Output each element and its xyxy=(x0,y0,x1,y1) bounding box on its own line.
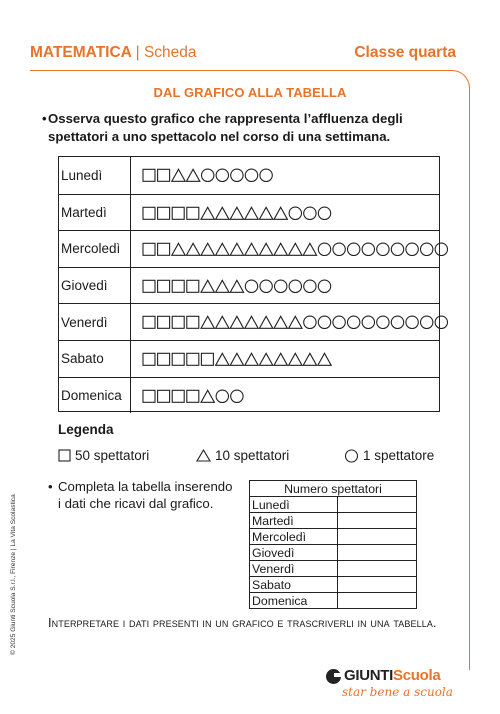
square-symbol xyxy=(158,207,170,219)
pictogram-day-label: Sabato xyxy=(61,351,104,367)
answer-cell[interactable] xyxy=(338,561,417,577)
triangle-symbol xyxy=(259,317,272,329)
triangle-symbol xyxy=(245,353,258,365)
answer-cell[interactable] xyxy=(338,577,417,593)
circle-symbol xyxy=(216,390,228,402)
intro-bullet: • xyxy=(42,111,47,126)
triangle-symbol xyxy=(245,243,258,255)
legend-title: Legenda xyxy=(58,422,114,437)
square-symbol xyxy=(172,207,184,219)
table-header-row xyxy=(250,481,417,497)
triangle-symbol xyxy=(216,243,229,255)
square-symbol xyxy=(158,169,170,181)
legend-circle-label: 1 spettatore xyxy=(363,448,435,463)
circle-icon xyxy=(344,449,359,463)
circle-symbol xyxy=(260,169,272,181)
triangle-symbol xyxy=(201,207,214,219)
table-instruction xyxy=(48,478,238,512)
square-symbol xyxy=(187,280,199,292)
pictogram-chart xyxy=(58,156,440,412)
legend-triangle-label: 10 spettatori xyxy=(215,448,290,463)
table-day: Mercoledì xyxy=(250,529,338,545)
table-day: Martedì xyxy=(250,513,338,529)
square-symbol xyxy=(172,317,184,329)
triangle-symbol xyxy=(318,353,331,365)
pictogram-symbols xyxy=(142,231,453,268)
giunti-g-icon xyxy=(326,669,341,684)
sheet-kind: Scheda xyxy=(143,44,197,61)
circle-symbol xyxy=(421,243,433,255)
triangle-symbol xyxy=(186,243,199,255)
pictogram-row xyxy=(59,267,439,304)
pictogram-day-label: Martedì xyxy=(61,204,107,220)
square-symbol xyxy=(187,353,199,365)
subject-name: MATEMATICA xyxy=(30,44,132,61)
table-row xyxy=(250,545,417,561)
triangle-symbol xyxy=(289,353,302,365)
circle-symbol xyxy=(421,316,433,328)
triangle-symbol xyxy=(303,243,316,255)
subject-label xyxy=(30,44,197,62)
circle-symbol xyxy=(348,316,360,328)
triangle-symbol xyxy=(201,243,214,255)
table-day: Venerdì xyxy=(250,561,338,577)
triangle-symbol xyxy=(289,243,302,255)
circle-symbol xyxy=(333,243,345,255)
circle-symbol xyxy=(202,169,214,181)
circle-symbol xyxy=(289,207,301,219)
instruction-bullet: • xyxy=(48,479,53,494)
answer-cell[interactable] xyxy=(338,593,417,609)
triangle-symbol xyxy=(274,317,287,329)
pictogram-row xyxy=(59,340,439,377)
circle-symbol xyxy=(304,280,316,292)
answer-cell[interactable] xyxy=(338,529,417,545)
circle-symbol xyxy=(318,316,330,328)
table-day: Lunedì xyxy=(250,497,338,513)
legend-square-label: 50 spettatori xyxy=(75,448,150,463)
triangle-symbol xyxy=(201,317,214,329)
pictogram-symbols xyxy=(142,304,453,341)
square-symbol xyxy=(158,280,170,292)
column-divider xyxy=(130,341,131,377)
circle-symbol xyxy=(304,316,316,328)
grade-label: Classe quarta xyxy=(354,44,456,61)
column-divider xyxy=(130,157,131,194)
triangle-icon xyxy=(196,449,211,462)
triangle-symbol xyxy=(201,390,214,402)
triangle-symbol xyxy=(172,169,185,181)
pictogram-day-label: Venerdì xyxy=(61,314,108,330)
learning-objective: Interpretare i dati presenti in un grafico e trascriverli in una tabella. xyxy=(48,615,437,630)
circle-symbol xyxy=(275,280,287,292)
square-symbol xyxy=(172,280,184,292)
triangle-symbol xyxy=(259,207,272,219)
table-day: Giovedì xyxy=(250,545,338,561)
triangle-symbol xyxy=(216,353,229,365)
triangle-symbol xyxy=(216,317,229,329)
pictogram-symbols xyxy=(142,341,336,378)
square-symbol xyxy=(158,390,170,402)
logo-brand-main: GIUNTI xyxy=(344,667,394,684)
instruction-text: Completa la tabella inserendo i dati che ricavi dal grafico. xyxy=(58,479,233,511)
square-symbol xyxy=(172,353,184,365)
legend-circle xyxy=(344,448,434,463)
page-header xyxy=(30,44,456,68)
pictogram-row xyxy=(59,377,439,414)
triangle-symbol xyxy=(201,280,214,292)
circle-symbol xyxy=(377,243,389,255)
triangle-symbol xyxy=(230,280,243,292)
circle-symbol xyxy=(435,316,447,328)
square-symbol xyxy=(187,390,199,402)
triangle-symbol xyxy=(230,317,243,329)
square-symbol xyxy=(158,243,170,255)
pictogram-day-label: Giovedì xyxy=(61,278,108,294)
square-icon xyxy=(58,449,71,462)
triangle-symbol xyxy=(230,353,243,365)
square-symbol xyxy=(158,353,170,365)
triangle-symbol xyxy=(289,317,302,329)
pictogram-row xyxy=(59,194,439,231)
pictogram-row xyxy=(59,157,439,194)
circle-symbol xyxy=(406,243,418,255)
table-header: Numero spettatori xyxy=(250,481,417,497)
answer-cell[interactable] xyxy=(338,513,417,529)
answer-cell[interactable] xyxy=(338,545,417,561)
column-divider xyxy=(130,378,131,414)
pictogram-symbols xyxy=(142,378,248,415)
table-day: Sabato xyxy=(250,577,338,593)
square-symbol xyxy=(143,280,155,292)
triangle-symbol xyxy=(230,243,243,255)
triangle-symbol xyxy=(303,353,316,365)
table-row xyxy=(250,513,417,529)
header-separator: | xyxy=(135,44,140,61)
triangle-symbol xyxy=(259,353,272,365)
circle-symbol xyxy=(231,390,243,402)
square-symbol xyxy=(187,207,199,219)
pictogram-symbols xyxy=(142,157,277,194)
table-row xyxy=(250,577,417,593)
publisher-logo xyxy=(326,667,456,707)
square-symbol xyxy=(143,243,155,255)
circle-symbol xyxy=(333,316,345,328)
column-divider xyxy=(130,231,131,267)
legend-square xyxy=(58,448,149,463)
circle-symbol xyxy=(318,207,330,219)
table-row xyxy=(250,497,417,513)
circle-symbol xyxy=(362,316,374,328)
square-symbol xyxy=(143,169,155,181)
square-symbol xyxy=(143,353,155,365)
pictogram-day-label: Mercoledì xyxy=(61,241,121,257)
column-divider xyxy=(130,195,131,231)
answer-table xyxy=(249,480,417,609)
column-divider xyxy=(130,268,131,304)
circle-symbol xyxy=(245,169,257,181)
intro-instruction xyxy=(42,110,448,146)
circle-symbol xyxy=(435,243,447,255)
circle-symbol xyxy=(318,280,330,292)
triangle-symbol xyxy=(216,207,229,219)
triangle-symbol xyxy=(259,243,272,255)
pictogram-row xyxy=(59,303,439,340)
triangle-symbol xyxy=(172,243,185,255)
table-day: Domenica xyxy=(250,593,338,609)
circle-symbol xyxy=(362,243,374,255)
pictogram-symbols xyxy=(142,195,336,232)
pictogram-day-label: Domenica xyxy=(61,387,122,403)
triangle-symbol xyxy=(274,353,287,365)
worksheet-title: DAL GRAFICO ALLA TABELLA xyxy=(153,85,347,100)
triangle-symbol xyxy=(245,317,258,329)
legend-triangle xyxy=(196,448,289,463)
circle-symbol xyxy=(377,316,389,328)
triangle-symbol xyxy=(186,169,199,181)
pictogram-row xyxy=(59,230,439,267)
square-symbol xyxy=(187,317,199,329)
circle-symbol xyxy=(406,316,418,328)
table-row xyxy=(250,529,417,545)
circle-symbol xyxy=(318,243,330,255)
intro-text: Osserva questo grafico che rappresenta l’affluenza degli spettatori a uno spettacolo nel corso di una settimana. xyxy=(48,111,403,144)
circle-symbol xyxy=(216,169,228,181)
circle-symbol xyxy=(304,207,316,219)
logo-brand-accent: Scuola xyxy=(393,667,441,684)
square-symbol xyxy=(158,317,170,329)
pictogram-day-label: Lunedì xyxy=(61,167,103,183)
circle-symbol xyxy=(391,243,403,255)
square-symbol xyxy=(201,353,213,365)
circle-symbol xyxy=(348,243,360,255)
square-symbol xyxy=(172,390,184,402)
column-divider xyxy=(130,304,131,340)
square-symbol xyxy=(143,390,155,402)
triangle-symbol xyxy=(216,280,229,292)
table-row xyxy=(250,561,417,577)
logo-tagline: star bene a scuola xyxy=(342,685,453,699)
square-symbol xyxy=(143,207,155,219)
circle-symbol xyxy=(391,316,403,328)
triangle-symbol xyxy=(230,207,243,219)
triangle-symbol xyxy=(274,207,287,219)
circle-symbol xyxy=(260,280,272,292)
circle-symbol xyxy=(289,280,301,292)
table-row xyxy=(250,593,417,609)
square-symbol xyxy=(143,317,155,329)
logo-brand xyxy=(344,667,440,684)
copyright-credit: © 2025 Giunti Scuola S.r.l., Firenze | La Vita Scolastica xyxy=(10,494,17,655)
circle-symbol xyxy=(231,169,243,181)
triangle-symbol xyxy=(274,243,287,255)
circle-symbol xyxy=(245,280,257,292)
answer-cell[interactable] xyxy=(338,497,417,513)
pictogram-symbols xyxy=(142,268,336,305)
triangle-symbol xyxy=(245,207,258,219)
